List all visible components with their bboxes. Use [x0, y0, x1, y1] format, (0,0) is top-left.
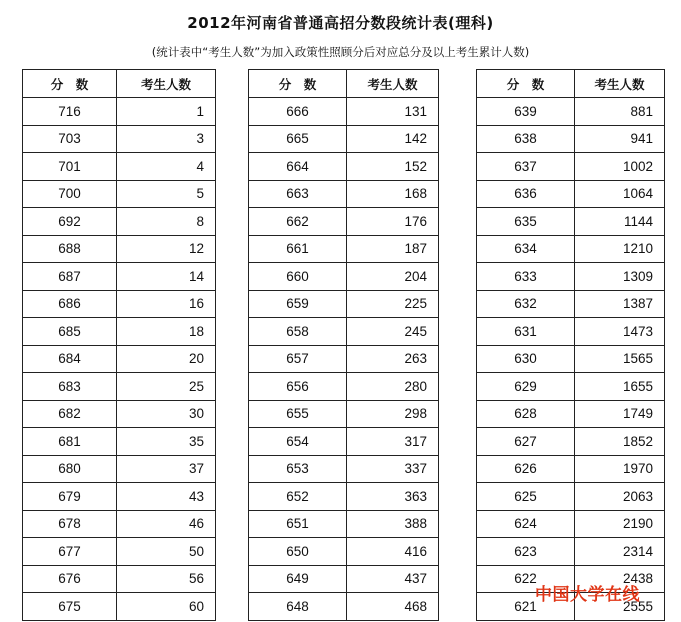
- header-score: 分 数: [249, 70, 347, 98]
- score-cell: 686: [23, 290, 117, 318]
- score-cell: 638: [477, 125, 575, 153]
- count-cell: 437: [347, 565, 439, 593]
- score-cell: 660: [249, 263, 347, 291]
- page-subtitle: (统计表中“考生人数”为加入政策性照顾分后对应总分及以上考生累计人数): [151, 45, 530, 59]
- table-row: [249, 373, 439, 401]
- table-row: [23, 180, 216, 208]
- count-cell: 1002: [575, 153, 665, 181]
- table-row: [477, 428, 665, 456]
- score-cell: 662: [249, 208, 347, 236]
- header-score: 分 数: [23, 70, 117, 98]
- table-row: [477, 400, 665, 428]
- count-cell: 2438: [575, 565, 665, 593]
- table-row: [249, 593, 439, 621]
- table-header-row: [249, 70, 439, 98]
- score-cell: 626: [477, 455, 575, 483]
- count-cell: 168: [347, 180, 439, 208]
- table-row: [23, 98, 216, 126]
- count-cell: 1064: [575, 180, 665, 208]
- score-cell: 661: [249, 235, 347, 263]
- count-cell: 35: [117, 428, 216, 456]
- table-row: [249, 510, 439, 538]
- table-row: [249, 345, 439, 373]
- score-cell: 657: [249, 345, 347, 373]
- score-cell: 683: [23, 373, 117, 401]
- score-cell: 700: [23, 180, 117, 208]
- count-cell: 142: [347, 125, 439, 153]
- table-row: [477, 318, 665, 346]
- score-cell: 692: [23, 208, 117, 236]
- table-row: [477, 538, 665, 566]
- score-cell: 716: [23, 98, 117, 126]
- score-cell: 681: [23, 428, 117, 456]
- table-row: [477, 98, 665, 126]
- table-row: [249, 290, 439, 318]
- table-row: [477, 235, 665, 263]
- count-cell: 131: [347, 98, 439, 126]
- score-cell: 677: [23, 538, 117, 566]
- table-row: [249, 180, 439, 208]
- count-cell: 1749: [575, 400, 665, 428]
- table-row: [23, 290, 216, 318]
- score-cell: 659: [249, 290, 347, 318]
- table-body: [477, 98, 665, 621]
- score-cell: 653: [249, 455, 347, 483]
- table-row: [477, 180, 665, 208]
- table-row: [249, 400, 439, 428]
- score-cell: 639: [477, 98, 575, 126]
- table-row: [249, 153, 439, 181]
- score-cell: 654: [249, 428, 347, 456]
- score-cell: 684: [23, 345, 117, 373]
- count-cell: 1565: [575, 345, 665, 373]
- score-table-2: [248, 69, 439, 621]
- count-cell: 468: [347, 593, 439, 621]
- header-score: 分 数: [477, 70, 575, 98]
- score-cell: 635: [477, 208, 575, 236]
- score-cell: 631: [477, 318, 575, 346]
- score-cell: 676: [23, 565, 117, 593]
- score-cell: 648: [249, 593, 347, 621]
- table-row: [23, 235, 216, 263]
- score-cell: 663: [249, 180, 347, 208]
- table-row: [477, 455, 665, 483]
- count-cell: 8: [117, 208, 216, 236]
- score-cell: 685: [23, 318, 117, 346]
- table-row: [477, 263, 665, 291]
- score-cell: 682: [23, 400, 117, 428]
- score-cell: 664: [249, 153, 347, 181]
- table-row: [23, 263, 216, 291]
- count-cell: 176: [347, 208, 439, 236]
- table-row: [23, 428, 216, 456]
- table-row: [23, 373, 216, 401]
- score-cell: 703: [23, 125, 117, 153]
- table-row: [249, 235, 439, 263]
- count-cell: 2190: [575, 510, 665, 538]
- table-row: [477, 373, 665, 401]
- score-table-3: [476, 69, 665, 621]
- score-cell: 630: [477, 345, 575, 373]
- table-row: [477, 125, 665, 153]
- score-cell: 680: [23, 455, 117, 483]
- table-row: [23, 483, 216, 511]
- count-cell: 12: [117, 235, 216, 263]
- score-cell: 679: [23, 483, 117, 511]
- count-cell: 941: [575, 125, 665, 153]
- count-cell: 3: [117, 125, 216, 153]
- score-cell: 627: [477, 428, 575, 456]
- table-row: [477, 483, 665, 511]
- table-row: [23, 455, 216, 483]
- score-cell: 688: [23, 235, 117, 263]
- count-cell: 1473: [575, 318, 665, 346]
- count-cell: 1: [117, 98, 216, 126]
- table-row: [249, 428, 439, 456]
- score-cell: 656: [249, 373, 347, 401]
- score-cell: 666: [249, 98, 347, 126]
- score-cell: 622: [477, 565, 575, 593]
- table-row: [249, 208, 439, 236]
- table-body: [249, 98, 439, 621]
- score-cell: 675: [23, 593, 117, 621]
- score-cell: 655: [249, 400, 347, 428]
- count-cell: 1655: [575, 373, 665, 401]
- table-row: [249, 565, 439, 593]
- count-cell: 363: [347, 483, 439, 511]
- count-cell: 2555: [575, 593, 665, 621]
- count-cell: 1309: [575, 263, 665, 291]
- score-cell: 632: [477, 290, 575, 318]
- table-row: [23, 593, 216, 621]
- count-cell: 1210: [575, 235, 665, 263]
- score-cell: 650: [249, 538, 347, 566]
- table-row: [477, 510, 665, 538]
- header-count: 考生人数: [117, 70, 216, 98]
- score-cell: 629: [477, 373, 575, 401]
- count-cell: 18: [117, 318, 216, 346]
- score-cell: 636: [477, 180, 575, 208]
- count-cell: 1970: [575, 455, 665, 483]
- score-cell: 701: [23, 153, 117, 181]
- score-cell: 651: [249, 510, 347, 538]
- count-cell: 16: [117, 290, 216, 318]
- score-cell: 665: [249, 125, 347, 153]
- table-row: [249, 263, 439, 291]
- table-row: [249, 318, 439, 346]
- count-cell: 416: [347, 538, 439, 566]
- score-cell: 633: [477, 263, 575, 291]
- count-cell: 43: [117, 483, 216, 511]
- count-cell: 317: [347, 428, 439, 456]
- count-cell: 20: [117, 345, 216, 373]
- score-cell: 637: [477, 153, 575, 181]
- table-row: [477, 290, 665, 318]
- count-cell: 1144: [575, 208, 665, 236]
- table-row: [23, 153, 216, 181]
- count-cell: 37: [117, 455, 216, 483]
- count-cell: 298: [347, 400, 439, 428]
- table-row: [477, 208, 665, 236]
- score-cell: 634: [477, 235, 575, 263]
- count-cell: 152: [347, 153, 439, 181]
- score-cell: 678: [23, 510, 117, 538]
- table-body: [23, 98, 216, 621]
- table-row: [23, 400, 216, 428]
- table-row: [249, 98, 439, 126]
- count-cell: 388: [347, 510, 439, 538]
- count-cell: 25: [117, 373, 216, 401]
- score-cell: 624: [477, 510, 575, 538]
- count-cell: 30: [117, 400, 216, 428]
- count-cell: 56: [117, 565, 216, 593]
- score-cell: 621: [477, 593, 575, 621]
- count-cell: 1387: [575, 290, 665, 318]
- table-row: [23, 125, 216, 153]
- count-cell: 2063: [575, 483, 665, 511]
- table-row: [23, 565, 216, 593]
- count-cell: 5: [117, 180, 216, 208]
- table-row: [23, 318, 216, 346]
- score-cell: 628: [477, 400, 575, 428]
- table-row: [23, 538, 216, 566]
- score-table-1: [22, 69, 216, 621]
- header-count: 考生人数: [347, 70, 439, 98]
- score-cell: 652: [249, 483, 347, 511]
- score-cell: 649: [249, 565, 347, 593]
- count-cell: 50: [117, 538, 216, 566]
- table-row: [477, 345, 665, 373]
- count-cell: 337: [347, 455, 439, 483]
- table-row: [23, 510, 216, 538]
- score-cell: 658: [249, 318, 347, 346]
- page-title: 2012年河南省普通高招分数段统计表(理科): [187, 14, 494, 32]
- count-cell: 1852: [575, 428, 665, 456]
- count-cell: 204: [347, 263, 439, 291]
- table-row: [249, 538, 439, 566]
- count-cell: 46: [117, 510, 216, 538]
- table-row: [23, 345, 216, 373]
- count-cell: 881: [575, 98, 665, 126]
- table-row: [249, 125, 439, 153]
- score-cell: 687: [23, 263, 117, 291]
- count-cell: 263: [347, 345, 439, 373]
- watermark-logo: 中国大学在线: [535, 585, 640, 605]
- table-row: [23, 208, 216, 236]
- table-header-row: [477, 70, 665, 98]
- count-cell: 4: [117, 153, 216, 181]
- table-row: [477, 153, 665, 181]
- count-cell: 14: [117, 263, 216, 291]
- count-cell: 187: [347, 235, 439, 263]
- table-row: [249, 483, 439, 511]
- header-count: 考生人数: [575, 70, 665, 98]
- count-cell: 280: [347, 373, 439, 401]
- score-cell: 625: [477, 483, 575, 511]
- table-header-row: [23, 70, 216, 98]
- count-cell: 60: [117, 593, 216, 621]
- count-cell: 225: [347, 290, 439, 318]
- score-cell: 623: [477, 538, 575, 566]
- count-cell: 245: [347, 318, 439, 346]
- table-row: [249, 455, 439, 483]
- count-cell: 2314: [575, 538, 665, 566]
